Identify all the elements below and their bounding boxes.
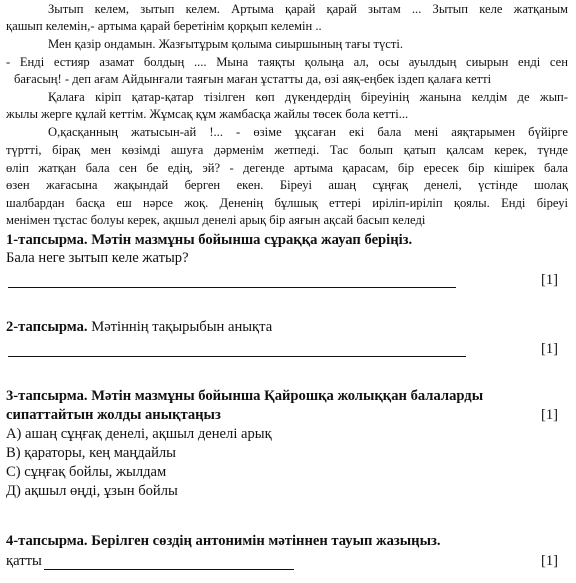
task-3-title-line-1: 3-тапсырма. Мәтін мазмұны бойынша Қайрошқа жолыққан балаларды <box>6 388 484 404</box>
task-2-title-bold: 2-тапсырма. <box>6 319 88 335</box>
passage-line-5: бағасың! - деп ағам Айдынғали таяғын маған ұстатты да, өзі аяқ-еңбек іздеп қалаға кетті <box>14 72 492 86</box>
task-4-answer-line[interactable] <box>44 569 294 570</box>
task-3-title-line-2: сипаттайтын жолды анықтаңыз <box>6 407 221 423</box>
passage-line-11: өзен жағасына жақындай берген екен. Біреуі ашаң сұңғақ денелі, үстінде шолақ <box>6 178 568 192</box>
passage-line-6: Қалаға кіріп қатар-қатар тізілген көп дүкендердің біреуінің жанына келдім де жып- <box>48 90 568 104</box>
passage-line-10: өліп жатқан бала сен бе едің, эй? - дегенде артыма қарасам, бір ересек бір кішірек бала <box>6 161 568 175</box>
task-2-title <box>6 318 568 337</box>
task-4-word: қатты <box>6 553 42 569</box>
task-2-score: [1] <box>540 341 558 357</box>
passage-line-9: түртті, бірақ мен көзімді ашуға дәрменім жетпеді. Тас болып қатып қалсам керек, түнде <box>6 143 568 157</box>
passage-line-13: менімен тұстас болуы керек, ақшыл денелі арық бір аяғын ақсай басып келеді <box>6 213 426 227</box>
passage-line-1: Зытып келем, зытып келем. Артыма қарай қарай зытам ... Зытып келе жатқаным <box>48 2 568 16</box>
passage-line-3: Мен қазір ондамын. Жазғытұрым қолыма сиыршының тағы түсті. <box>48 37 403 51</box>
passage-line-12: шалбардан басқа еш нәрсе жоқ. Дененің бұлшық еттері иріліп-иріліп қоялы. Енді біреуі <box>6 196 568 210</box>
task-3-option-d[interactable]: Д) ақшыл өңді, ұзын бойлы <box>6 483 178 499</box>
task-1-title: 1-тапсырма. Мәтін мазмұны бойынша сұраққа жауап беріңіз. <box>6 232 413 248</box>
task-1-score: [1] <box>540 272 558 288</box>
passage-line-7: жылы жерге құлай кеттім. Жұмсақ құм жамбасқа жайлы төсек бола кетті... <box>6 107 409 121</box>
task-4-title: 4-тапсырма. Берілген сөздің антонимін мәтіннен тауып жазыңыз. <box>6 533 441 549</box>
passage-line-8: О,қасқанның жатысын-ай !... - өзіме ұқсаған екі бала мені аяқтарымен бүйірге <box>48 125 568 139</box>
task-3-option-c[interactable]: С) сұңғақ бойлы, жылдам <box>6 464 167 480</box>
task-3-option-b[interactable]: В) қараторы, кең маңдайлы <box>6 445 176 461</box>
task-2-answer-line[interactable] <box>8 356 466 357</box>
passage-line-4: - Енді естияр азамат болдың .... Мына таяқты қолыңа ал, осы ауылдың сиырын енді сен <box>6 55 568 69</box>
task-3-option-a[interactable]: А) ашаң сұңғақ денелі, ақшыл денелі арық <box>6 426 272 442</box>
task-1-question: Бала неге зытып келе жатыр? <box>6 250 189 266</box>
passage-line-2: қашып келемін,- артыма қарай беретінім қорқып келемін .. <box>6 19 322 33</box>
task-1-answer-line[interactable] <box>8 287 456 288</box>
task-4-score: [1] <box>540 553 558 569</box>
task-3-score: [1] <box>540 407 558 423</box>
task-2-title-rest: Мәтіннің тақырыбын анықта <box>87 319 273 335</box>
